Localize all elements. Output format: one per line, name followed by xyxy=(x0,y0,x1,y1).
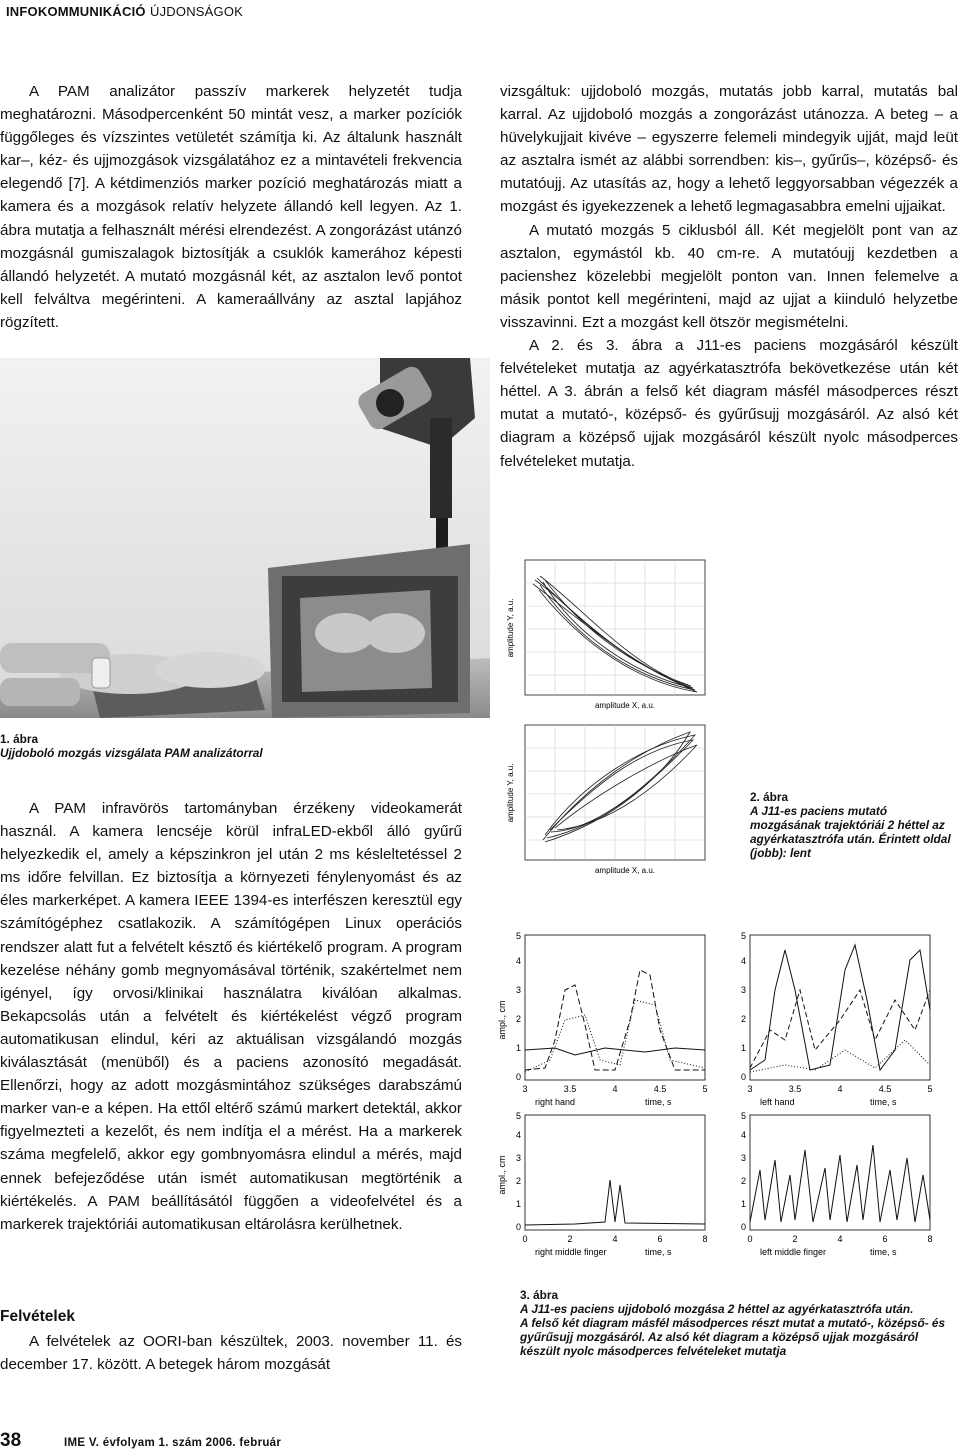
section-heading: Felvételek xyxy=(0,1308,75,1325)
paragraph: vizsgáltuk: ujjdoboló mozgás, mutatás jobb karral, mutatás bal karral. Az ujjdoboló mozgás a zongorázást utánozza. A beteg – a hüvelykujjait kivéve – egyszerre felemeli mindegyik ujját, majd leüt az asztalra ismét az alábbi sorrendben: kis–, gyűrűs–, középső- és mutatóujj. Az utasítás az, hogy a lehető leggyorsabban végezzék a mozgást és igyekezzenek a lehető legmagasabbra emelni ujjaikat. xyxy=(500,83,958,216)
x-axis-label: amplitude X, a.u. xyxy=(594,866,656,875)
x-tick: 5 xyxy=(927,1084,933,1094)
x-tick: 6 xyxy=(882,1234,888,1244)
paragraph: A 2. és 3. ábra a J11-es paciens mozgásáról készült felvételeket mutatja az agyérkatasztrófa bekövetkezése után két héttel. A 3. ábrán a felső két diagram másfél másodperces részt mutat a mutató-, középső- és gyűrűsujj mozgásáról. Az alsó két diagram a középső ujjak mozgásáról készült nyolc másodperces felvételeket mutatja. xyxy=(500,337,958,470)
x-tick: 5 xyxy=(702,1084,708,1094)
x-tick: 0 xyxy=(522,1234,528,1244)
y-tick: 5 xyxy=(740,1111,746,1121)
right-column-top xyxy=(500,80,958,473)
paragraph: A PAM infravörös tartományban érzékeny videokamerát használ. A kamera lencséje körül infraLED-ekből álló gyűrű helyezkedik el, amely a képszinkron jel után 2 ms késleltetéssel 2 ms időre felvillan. Ez biztosítja a környezeti fénylenyomást és az éles markerképet. A kamera IEEE 1394-es interfészen keresztül egy számítógéphez csatlakozik. A számítógépen Linux operációs rendszer alatt fut a felvételt késztő és kiértékelő program. A program kezelése néhány gomb megnyomásával történik, szakértelmet nem igényel, így orvosi/klinikai használatra kiválóan alkalmas. Bekapcsolás után a felvételt és kiértékelést végző program automatikusan elindul, kéri az aktuálisan vizsgálandó mozgás kiválasztását (menüből) és a paciens azonosító megadását. Ellenőrzi, hogy az adott mozgásmintához szükséges darabszámú marker van-e a képen. Ha ettől eltérő számú markert detektál, akkor figyelmezteti a kezelőt, és nem indítja el a mérést. Ha a markerek száma megfelelő, akkor egy gombnyomásra elindul a mérés, majd ennek befejeződése után ismét automatikusan megtörténik a kiértékelés. A PAM beállításától függően a videofelvétel és a markerek trajektóriái automatikusan eltárolásra kerülhetnek. xyxy=(0,800,462,1233)
page-number: 38 xyxy=(0,1430,22,1451)
trajectory-chart xyxy=(495,540,725,880)
finger-tapping-charts xyxy=(495,930,960,1260)
measurement-setup-image xyxy=(0,358,490,718)
x-tick: 8 xyxy=(927,1234,933,1244)
y-tick: 5 xyxy=(740,931,746,941)
x-tick: 4 xyxy=(837,1234,843,1244)
y-tick: 4 xyxy=(515,956,521,966)
x-label-left: left hand xyxy=(760,1097,795,1107)
x-tick: 2 xyxy=(792,1234,798,1244)
figure-3-caption xyxy=(520,1288,960,1358)
y-tick: 0 xyxy=(515,1072,521,1082)
y-tick: 4 xyxy=(515,1130,521,1140)
x-tick: 0 xyxy=(747,1234,753,1244)
section-text xyxy=(0,1330,462,1376)
x-axis-label: amplitude X, a.u. xyxy=(594,701,656,710)
y-tick: 1 xyxy=(740,1199,746,1209)
journal-info: IME V. évfolyam 1. szám 2006. február xyxy=(64,1437,282,1449)
figure-caption-text: A J11-es paciens mutató mozgásának trajektóriái 2 héttel az agyérkatasztrófa után. Érintett oldal (jobb): lent xyxy=(750,804,951,860)
x-tick: 3 xyxy=(747,1084,753,1094)
x-tick: 3.5 xyxy=(563,1084,577,1094)
x-tick: 4 xyxy=(837,1084,843,1094)
x-label-right: time, s xyxy=(870,1247,897,1257)
figure-1-caption xyxy=(0,732,470,760)
y-tick: 3 xyxy=(515,985,521,995)
x-label-left: right hand xyxy=(535,1097,576,1107)
figure-number: 1. ábra xyxy=(0,732,39,746)
x-tick: 8 xyxy=(702,1234,708,1244)
y-tick: 2 xyxy=(740,1176,746,1186)
figure-title: Ujjdoboló mozgás vizsgálata PAM analizátorral xyxy=(0,746,263,760)
x-label-left: right middle finger xyxy=(535,1247,607,1257)
left-column-top xyxy=(0,80,462,334)
y-tick: 5 xyxy=(515,1111,521,1121)
plot-right-middle-finger xyxy=(497,1111,708,1257)
y-axis-label: amplitude Y, a.u. xyxy=(506,598,515,658)
x-tick: 2 xyxy=(567,1234,573,1244)
figure-number: 2. ábra xyxy=(750,790,789,804)
y-axis-label: amplitude Y, a.u. xyxy=(506,763,515,823)
plot-left-hand xyxy=(741,931,933,1107)
page-header xyxy=(0,0,960,22)
figure-number: 3. ábra xyxy=(520,1288,559,1302)
x-label-left: left middle finger xyxy=(760,1247,827,1257)
figure-caption-text: A felső két diagram másfél másodperces részt mutat a mutató-, középső- és gyűrűsujj mozgásáról. Az alsó két diagram a középső ujjak mozgásáról készült nyolc másodperces felvételeket mutatja xyxy=(520,1316,946,1358)
x-tick: 4.5 xyxy=(653,1084,667,1094)
left-column-bottom xyxy=(0,797,462,1236)
figure-2-caption xyxy=(750,790,960,860)
y-tick: 2 xyxy=(515,1176,521,1186)
subsection-label: ÚJDONSÁGOK xyxy=(150,4,244,19)
figure-caption-text: A J11-es paciens ujjdoboló mozgása 2 héttel az agyérkatasztrófa után. xyxy=(520,1302,914,1316)
y-tick: 3 xyxy=(740,1153,746,1163)
figure-3-plots xyxy=(495,930,960,1260)
y-tick: 1 xyxy=(515,1043,521,1053)
paragraph: A mutató mozgás 5 ciklusból áll. Két megjelölt pont van az asztalon, egymástól kb. 40 cm-re. A mutatóujj kezdetben a pacienshez közelebbi megjelölt ponton van. Innen felemelve a másik pontot kell megérinteni, majd az ujjat a kiinduló helyzetbe visszavinni. Ezt a mozgást kell ötször megismételni. xyxy=(500,221,958,331)
trajectory-plot-1 xyxy=(506,560,705,710)
paragraph: A felvételek az OORI-ban készültek, 2003. november 11. és december 17. között. A betegek három mozgását xyxy=(0,1333,462,1374)
y-tick: 0 xyxy=(740,1222,746,1232)
x-tick: 4.5 xyxy=(878,1084,892,1094)
plot-left-middle-finger xyxy=(741,1111,933,1257)
x-tick: 3 xyxy=(522,1084,528,1094)
y-axis-label: ampl., cm xyxy=(497,1155,507,1195)
paragraph: A PAM analizátor passzív markerek helyzetét tudja meghatározni. Másodpercenként 50 mintát vesz, a marker pozíciók függőleges és vízszintes vetületét számítja ki. Az általunk használt kar–, kéz- és ujjmozgások vizsgálatához ez a mintavételi frekvencia elegendő [7]. A kétdimenziós marker pozíció meghatározás miatt a kamera és a mozgások relatív helyzete állandó kell legyen. Az 1. ábra mutatja a felhasznált mérési elrendezést. A zongorázást utánzó mozgásnál gumiszalagok biztosítják a csuklók kamerához képesti állandó helyzetét. A mutató mozgásnál két, az asztalon levő pontot kell felváltva megérinteni. A kameraállvány az asztal lapjához rögzített. xyxy=(0,83,462,331)
y-tick: 0 xyxy=(740,1072,746,1082)
figure-1-photo xyxy=(0,358,490,718)
y-tick: 4 xyxy=(740,956,746,966)
x-label-right: time, s xyxy=(870,1097,897,1107)
plot-right-hand xyxy=(497,931,708,1107)
x-tick: 4 xyxy=(612,1084,618,1094)
y-tick: 1 xyxy=(515,1199,521,1209)
y-tick: 4 xyxy=(740,1130,746,1140)
y-tick: 5 xyxy=(515,931,521,941)
y-tick: 3 xyxy=(740,985,746,995)
y-tick: 1 xyxy=(740,1043,746,1053)
trajectory-plot-2 xyxy=(506,725,705,875)
x-tick: 6 xyxy=(657,1234,663,1244)
y-axis-label: ampl., cm xyxy=(497,1000,507,1040)
y-tick: 2 xyxy=(740,1014,746,1024)
y-tick: 3 xyxy=(515,1153,521,1163)
x-tick: 3.5 xyxy=(788,1084,802,1094)
y-tick: 0 xyxy=(515,1222,521,1232)
section-label: INFOKOMMUNIKÁCIÓ xyxy=(6,4,146,19)
x-label-right: time, s xyxy=(645,1097,672,1107)
x-label-right: time, s xyxy=(645,1247,672,1257)
figure-2-plots xyxy=(495,540,725,880)
y-tick: 2 xyxy=(515,1014,521,1024)
x-tick: 4 xyxy=(612,1234,618,1244)
